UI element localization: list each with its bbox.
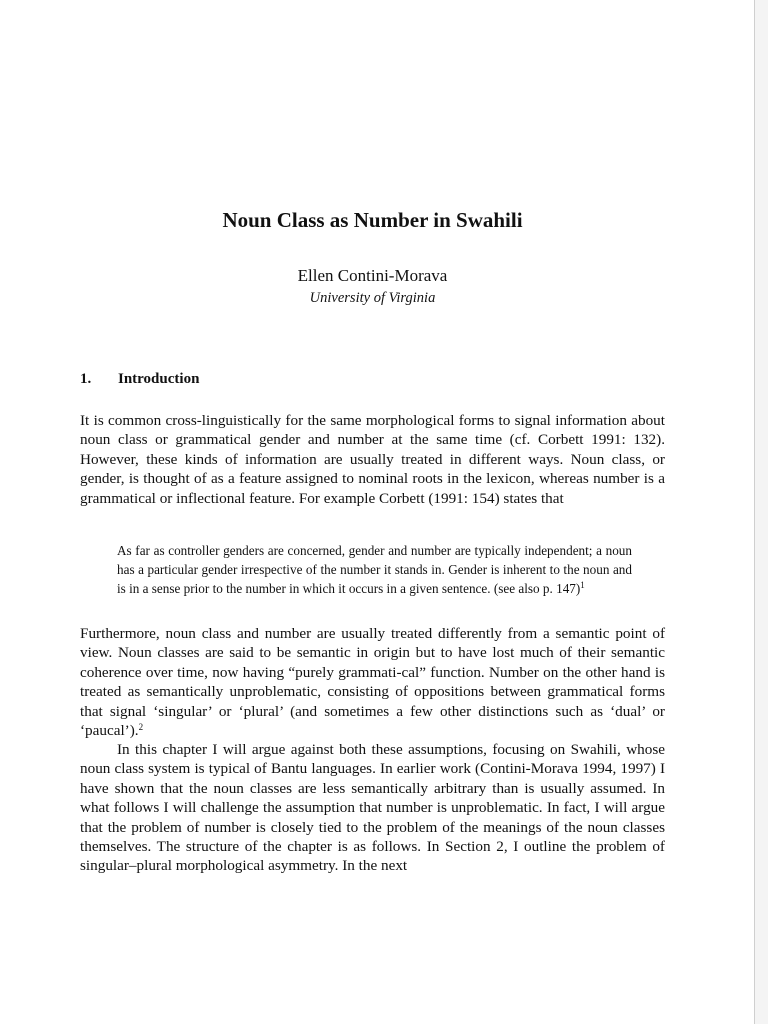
body-paragraph-2 (80, 624, 665, 740)
body-paragraph-2-text: Furthermore, noun class and number are usually treated differently from a semantic point of view. Noun classes are said to be semantic in origin but to have lost much of their semantic coherence over time, now having “purely grammati-cal” function. Number on the other hand is treated as semantically unproblematic, consisting of oppositions between grammatical forms that signal ‘singular’ or ‘plural’ (and sometimes a few other distinctions such as ‘dual’ or ‘paucal’). (80, 625, 665, 740)
section-title: Introduction (118, 371, 200, 387)
body-paragraph-1: It is common cross-linguistically for the same morphological forms to signal information about noun class or grammatical gender and number at the same time (cf. Corbett 1991: 132). However, these kinds of information are usually treated in different ways. Noun class, or gender, is thought of as a feature assigned to nominal roots in the lexicon, whereas number is a grammatical or inflectional feature. For example Corbett (1991: 154) states that (80, 412, 665, 507)
page-gutter (755, 0, 768, 1024)
body-paragraph-3: In this chapter I will argue against both these assumptions, focusing on Swahili, whose noun class system is typical of Bantu languages. In earlier work (Contini-Morava 1994, 1997) I have shown that the noun classes are less semantically arbitrary than is usually assumed. In what follows I will challenge the assumption that number is unproblematic. In fact, I will argue that the problem of number is closely tied to the problem of the meanings of the noun classes themselves. The structure of the chapter is as follows. In Section 2, I outline the problem of singular–plural morphological asymmetry. In the next (80, 741, 665, 875)
footnote-marker-1: 1 (580, 580, 585, 590)
author-name: Ellen Contini-Morava (297, 266, 448, 285)
block-quote-text: As far as controller genders are concerned, gender and number are typically independent; a noun has a particular gender irrespective of the number it stands in. Gender is inherent to the noun and is in a sense prior to the number in which it occurs in a given sentence. (see also p. 147) (117, 543, 632, 596)
section-heading (80, 371, 199, 388)
section-number: 1. (80, 371, 92, 387)
footnote-marker-2: 2 (138, 722, 144, 733)
author-affiliation: University of Virginia (309, 290, 436, 306)
block-quote (117, 541, 632, 598)
chapter-title: Noun Class as Number in Swahili (222, 208, 523, 232)
